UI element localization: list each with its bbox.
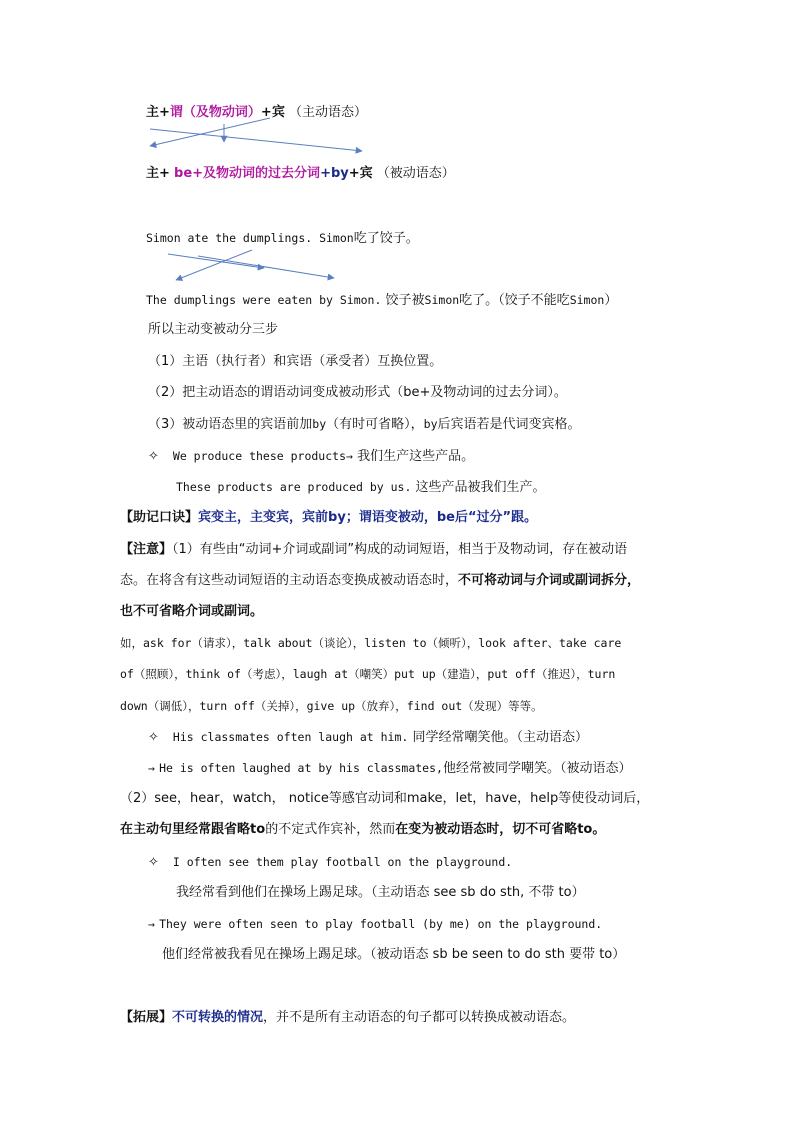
formula-active — [146, 103, 367, 123]
step-2: （2）把主动语态的谓语动词变成被动形式（be+及物动词的过去分词）。 — [148, 385, 567, 400]
note2-l2b: 经常跟省略 — [185, 822, 251, 837]
arrow-icon: → — [346, 449, 353, 463]
example4-passive — [148, 914, 602, 935]
example2-passive — [176, 477, 546, 498]
expand-label: 【拓展】 — [120, 1010, 173, 1025]
step-1: （1）主语（执行者）和宾语（承受者）互换位置。 — [148, 354, 443, 369]
examples-line2 — [120, 664, 615, 685]
note-l1a: （1）有些由“动词+介词或副词”构成的动词短语，相当于及物动词，存在被动语 — [172, 542, 628, 557]
arrow-subject-to-object — [150, 129, 362, 151]
expand — [120, 1008, 575, 1028]
mnemonic-be: be — [436, 510, 455, 525]
note-line2 — [120, 571, 640, 591]
arrow-icon: → — [148, 761, 155, 775]
formula2-by: +by — [320, 166, 349, 181]
formula1-note: （主动语态） — [288, 105, 367, 120]
example2-active — [148, 446, 474, 467]
note2-l2a: 在主动句里 — [120, 822, 186, 837]
mnemonic-b: ；谓语变被动， — [345, 510, 437, 525]
note-label: 【注意】 — [120, 542, 173, 557]
arrow-icon: → — [148, 917, 155, 931]
example4-active — [148, 852, 512, 873]
example1-passive-zh1: 饺子被 — [381, 293, 425, 308]
step3-a: （3）被动语态里的宾语前加 — [148, 417, 313, 432]
note-l2b: 不可将动词与介词或副词拆分， — [458, 573, 641, 588]
note2-line1: （2）see，hear，watch， notice等感官动词和make，let，have，help等使役动词后， — [120, 791, 650, 806]
example2-active-zh: 我们生产这些产品。 — [357, 449, 475, 464]
mnemonic-label: 【助记口诀】 — [120, 510, 199, 525]
formula2-note: （被动语态） — [376, 166, 455, 181]
formula1-verb: 谓（及物动词） — [169, 105, 261, 120]
step3-c: （有时可省略）， — [326, 417, 424, 432]
example1-passive-en2: Simon — [424, 293, 460, 307]
step3-by2: by — [423, 417, 438, 431]
examples-line3 — [120, 696, 543, 717]
expand-c: ，并不是所有主动语态的句子都可以转换成被动语态。 — [263, 1010, 576, 1025]
formula2-object: +宾 — [348, 166, 373, 181]
note-l2a: 态。在将含有这些动词短语的主动语态变换成被动语态时， — [120, 573, 459, 588]
examples-l2: of（照顾），think of（考虑），laugh at（嘲笑）put up（建造），put off（推迟），turn — [120, 667, 616, 681]
example3-active-zh: 同学经常嘲笑他。（主动语态） — [412, 730, 588, 745]
example3-active — [148, 727, 588, 748]
formula1-subject: 主+ — [146, 105, 170, 120]
mnemonic-by: by — [328, 510, 346, 525]
example1-active — [146, 228, 419, 249]
step3-by: by — [312, 417, 327, 431]
example3-passive — [148, 758, 631, 779]
example2-active-en: We produce these products — [172, 449, 346, 463]
diamond-icon: ✧ — [148, 449, 159, 464]
note2-l2f: to — [577, 822, 593, 837]
arrow-ate-down — [168, 254, 264, 268]
expand-b: 转换的情况 — [198, 1010, 264, 1025]
expand-a: 不可 — [172, 1010, 199, 1025]
example4-passive-zh: 他们经常被我看见在操场上踢足球。（被动语态 sb be seen to do sth 要带 to） — [162, 947, 626, 962]
mnemonic-c: 后“过分”跟。 — [454, 510, 538, 525]
mnemonic-a: 宾变主，主变宾，宾前 — [198, 510, 329, 525]
mnemonic — [120, 508, 537, 528]
formula2-be: be+及物动词的过去分词 — [174, 166, 321, 181]
examples-line1 — [120, 633, 621, 654]
example1-passive-zh3: ） — [604, 293, 618, 308]
example2-passive-zh: 这些产品被我们生产。 — [415, 480, 546, 495]
note2-l2c: to — [250, 822, 266, 837]
example4-passive-en: They were often seen to play football (by me) on the playground. — [159, 917, 603, 931]
example4-active-zh: 我经常看到他们在操场上踢足球。（主动语态 see sb do sth, 不带 to） — [176, 885, 585, 900]
examples-l3: down（调低），turn off（关掉），give up（放弃），find out（发现）等等。 — [120, 699, 543, 713]
example3-active-en: His classmates often laugh at him. — [172, 730, 409, 744]
example3-passive-en: He is often laughed at by his classmates, — [159, 761, 443, 775]
example3-passive-zh: 他经常被同学嘲笑。（被动语态） — [442, 761, 632, 776]
diamond-icon: ✧ — [148, 855, 159, 870]
formula1-object: +宾 — [260, 105, 285, 120]
examples-l1: 如，ask for（请求），talk about（谈论），listen to（倾听），look after、take care — [120, 636, 622, 650]
note2-l2d: 的不定式作宾补，然而 — [265, 822, 396, 837]
example1-passive-en3: Simon — [569, 293, 605, 307]
example1-active-zh: 吃了饺子。 — [353, 231, 419, 246]
example1-passive-en: The dumplings were eaten by Simon. — [146, 293, 382, 307]
example1-active-en: Simon ate the dumplings. Simon — [146, 231, 354, 245]
formula2-subject: 主+ — [146, 166, 170, 181]
note2-line2 — [120, 820, 605, 840]
note-line3: 也不可省略介词或副词。 — [120, 604, 264, 619]
formula-passive — [146, 164, 455, 184]
example1-passive-zh2: 吃了。（饺子不能吃 — [459, 293, 570, 308]
note2-l2g: 。 — [592, 822, 606, 837]
note-line1 — [120, 540, 627, 560]
example1-passive — [146, 290, 617, 311]
example2-passive-en: These products are produced by us. — [176, 480, 412, 494]
steps-title: 所以主动变被动分三步 — [148, 322, 279, 337]
arrow-simon-to-end — [198, 256, 334, 278]
note2-l2e: 在变为被动语态时，切不可省略 — [395, 822, 578, 837]
step-3 — [148, 414, 581, 435]
example4-active-en: I often see them play football on the playground. — [172, 855, 513, 869]
step3-e: 后宾语若是代词变宾格。 — [437, 417, 581, 432]
diamond-icon: ✧ — [148, 730, 159, 745]
